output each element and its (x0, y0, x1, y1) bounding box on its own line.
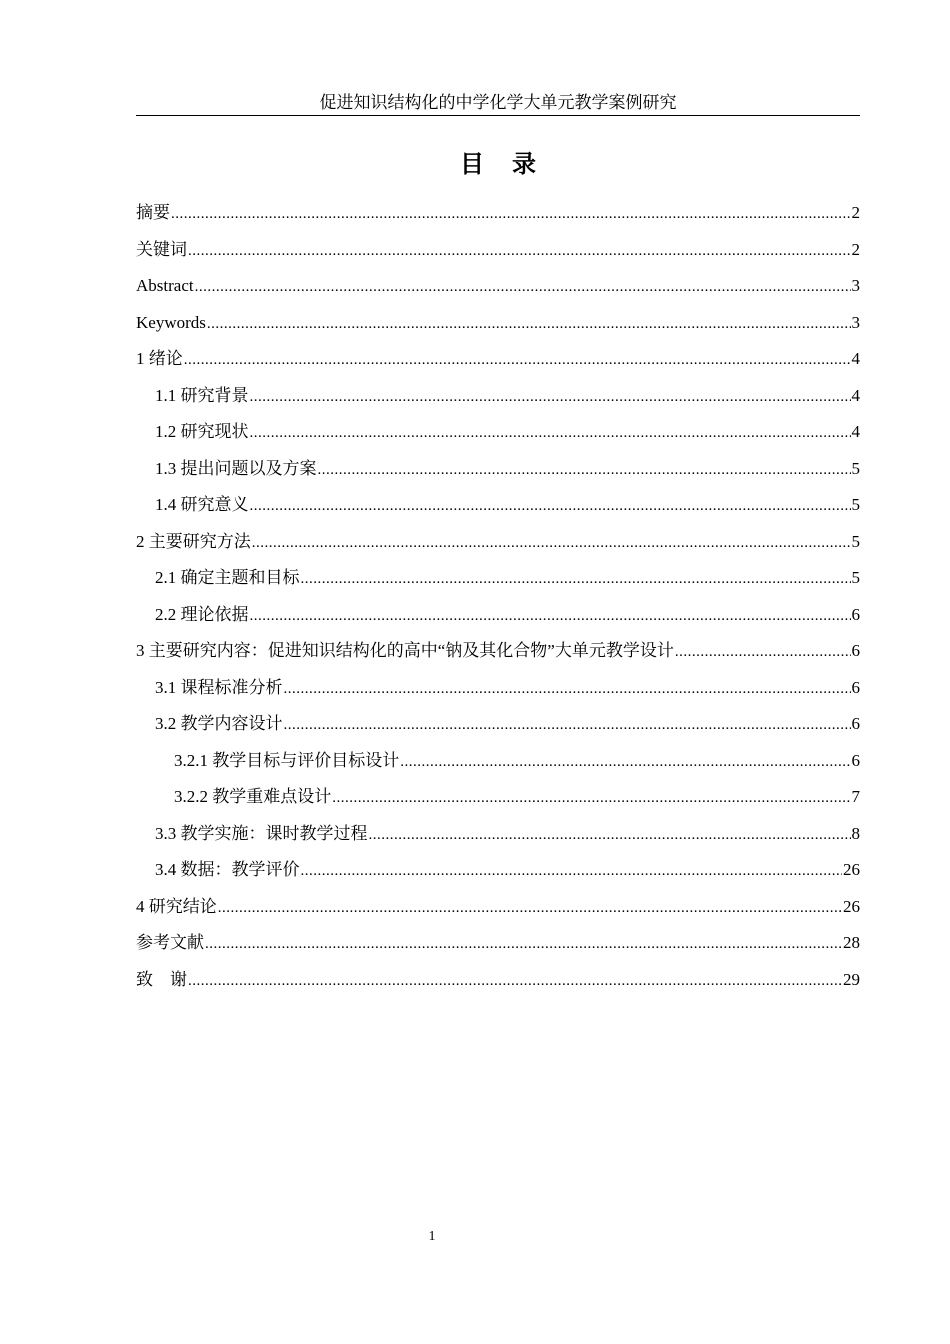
toc-entry-section-3-3[interactable] (136, 821, 860, 858)
toc-entry-label: 4 研究结论 (136, 896, 217, 916)
toc-entry-acknowledgements[interactable] (136, 967, 860, 1004)
toc-entry-abstract-en[interactable] (136, 273, 860, 310)
dot-leader (207, 311, 851, 337)
toc-entry-label: 3.2.2 教学重难点设计 (174, 787, 332, 806)
toc-entry-label: 1.4 研究意义 (155, 495, 249, 514)
toc-entry-page: 6 (851, 604, 860, 624)
dot-leader (195, 274, 851, 300)
toc-entry-section-3-1[interactable] (136, 675, 860, 712)
toc-entry-section-3-2-1[interactable] (136, 748, 860, 785)
toc-entry-chapter-3[interactable] (136, 638, 860, 675)
toc-entry-chapter-2[interactable] (136, 529, 860, 566)
toc-entry-label: 2.2 理论依据 (155, 604, 249, 624)
toc-entry-label: 3.4 数据：教学评价 (155, 860, 300, 879)
toc-entry-label: 致 谢 (136, 969, 187, 989)
toc-entry-label: 参考文献 (136, 933, 204, 952)
toc-entry-page: 3 (851, 276, 860, 295)
toc-entry-label: 3.3 教学实施：课时教学过程 (155, 823, 368, 843)
toc-entry-page: 6 (851, 677, 860, 697)
dot-leader (188, 968, 842, 994)
toc-entry-label: 3 主要研究内容：促进知识结构化的高中“钠及其化合物”大单元教学设计 (136, 641, 674, 660)
toc-entry-label: 2 主要研究方法 (136, 531, 251, 551)
toc-entry-section-2-1[interactable] (136, 565, 860, 602)
toc-entry-page: 5 (851, 458, 860, 478)
page-number: 1 (428, 1229, 436, 1244)
dot-leader (284, 676, 851, 702)
dot-leader (301, 858, 843, 884)
toc-entry-page: 5 (851, 531, 860, 551)
toc-entry-page: 6 (851, 750, 860, 770)
toc-entry-page: 29 (843, 969, 860, 989)
toc-entry-page: 2 (851, 203, 860, 222)
toc-entry-page: 28 (843, 933, 860, 952)
toc-entry-page: 6 (851, 714, 860, 733)
dot-leader (205, 931, 842, 957)
toc-entry-label: 关键词 (136, 239, 187, 259)
dot-leader (250, 420, 851, 446)
toc-entry-section-3-2[interactable] (136, 711, 860, 748)
dot-leader (218, 895, 842, 921)
dot-leader (252, 530, 851, 556)
dot-leader (284, 712, 851, 738)
table-of-contents (136, 200, 860, 1003)
toc-entry-label: 2.1 确定主题和目标 (155, 568, 300, 587)
toc-entry-keywords-en[interactable] (136, 310, 860, 347)
toc-title-part2: 录 (512, 150, 536, 178)
dot-leader (171, 201, 851, 227)
toc-title (136, 148, 860, 180)
dot-leader (332, 785, 850, 811)
toc-entry-page: 8 (851, 823, 860, 843)
toc-entry-section-2-2[interactable] (136, 602, 860, 639)
toc-entry-page: 5 (851, 495, 860, 514)
toc-entry-label: Keywords (136, 312, 206, 332)
toc-entry-label: 1.1 研究背景 (155, 385, 249, 405)
toc-entry-section-1-2[interactable] (136, 419, 860, 456)
toc-entry-page: 2 (851, 239, 860, 259)
toc-entry-page: 4 (851, 422, 860, 441)
toc-entry-label: 摘要 (136, 203, 170, 222)
dot-leader (184, 347, 851, 373)
dot-leader (318, 457, 851, 483)
toc-entry-section-1-1[interactable] (136, 383, 860, 420)
toc-entry-keywords-cn[interactable] (136, 237, 860, 274)
toc-entry-label: 3.2.1 教学目标与评价目标设计 (174, 750, 400, 770)
toc-title-part1: 目 (460, 150, 484, 178)
dot-leader (369, 822, 851, 848)
toc-entry-abstract-cn[interactable] (136, 200, 860, 237)
dot-leader (675, 639, 851, 665)
toc-entry-label: 1 绪论 (136, 349, 183, 368)
dot-leader (400, 749, 850, 775)
toc-entry-label: 1.3 提出问题以及方案 (155, 458, 317, 478)
dot-leader (250, 384, 851, 410)
toc-entry-section-3-4[interactable] (136, 857, 860, 894)
running-header: 促进知识结构化的中学化学大单元教学案例研究 (136, 92, 860, 116)
toc-entry-page: 4 (851, 385, 860, 405)
toc-entry-page: 4 (851, 349, 860, 368)
toc-entry-page: 26 (843, 860, 860, 879)
toc-entry-label: Abstract (136, 276, 194, 295)
dot-leader (250, 603, 851, 629)
toc-entry-references[interactable] (136, 930, 860, 967)
dot-leader (301, 566, 851, 592)
toc-entry-label: 3.2 教学内容设计 (155, 714, 283, 733)
toc-entry-label: 3.1 课程标准分析 (155, 677, 283, 697)
toc-entry-section-1-3[interactable] (136, 456, 860, 493)
toc-entry-page: 7 (851, 787, 860, 806)
toc-entry-page: 26 (843, 896, 860, 916)
toc-entry-page: 6 (851, 641, 860, 660)
toc-entry-chapter-4[interactable] (136, 894, 860, 931)
toc-entry-chapter-1[interactable] (136, 346, 860, 383)
toc-entry-label: 1.2 研究现状 (155, 422, 249, 441)
toc-entry-page: 3 (851, 312, 860, 332)
toc-entry-section-1-4[interactable] (136, 492, 860, 529)
toc-entry-section-3-2-2[interactable] (136, 784, 860, 821)
dot-leader (188, 238, 851, 264)
toc-entry-page: 5 (851, 568, 860, 587)
dot-leader (250, 493, 851, 519)
